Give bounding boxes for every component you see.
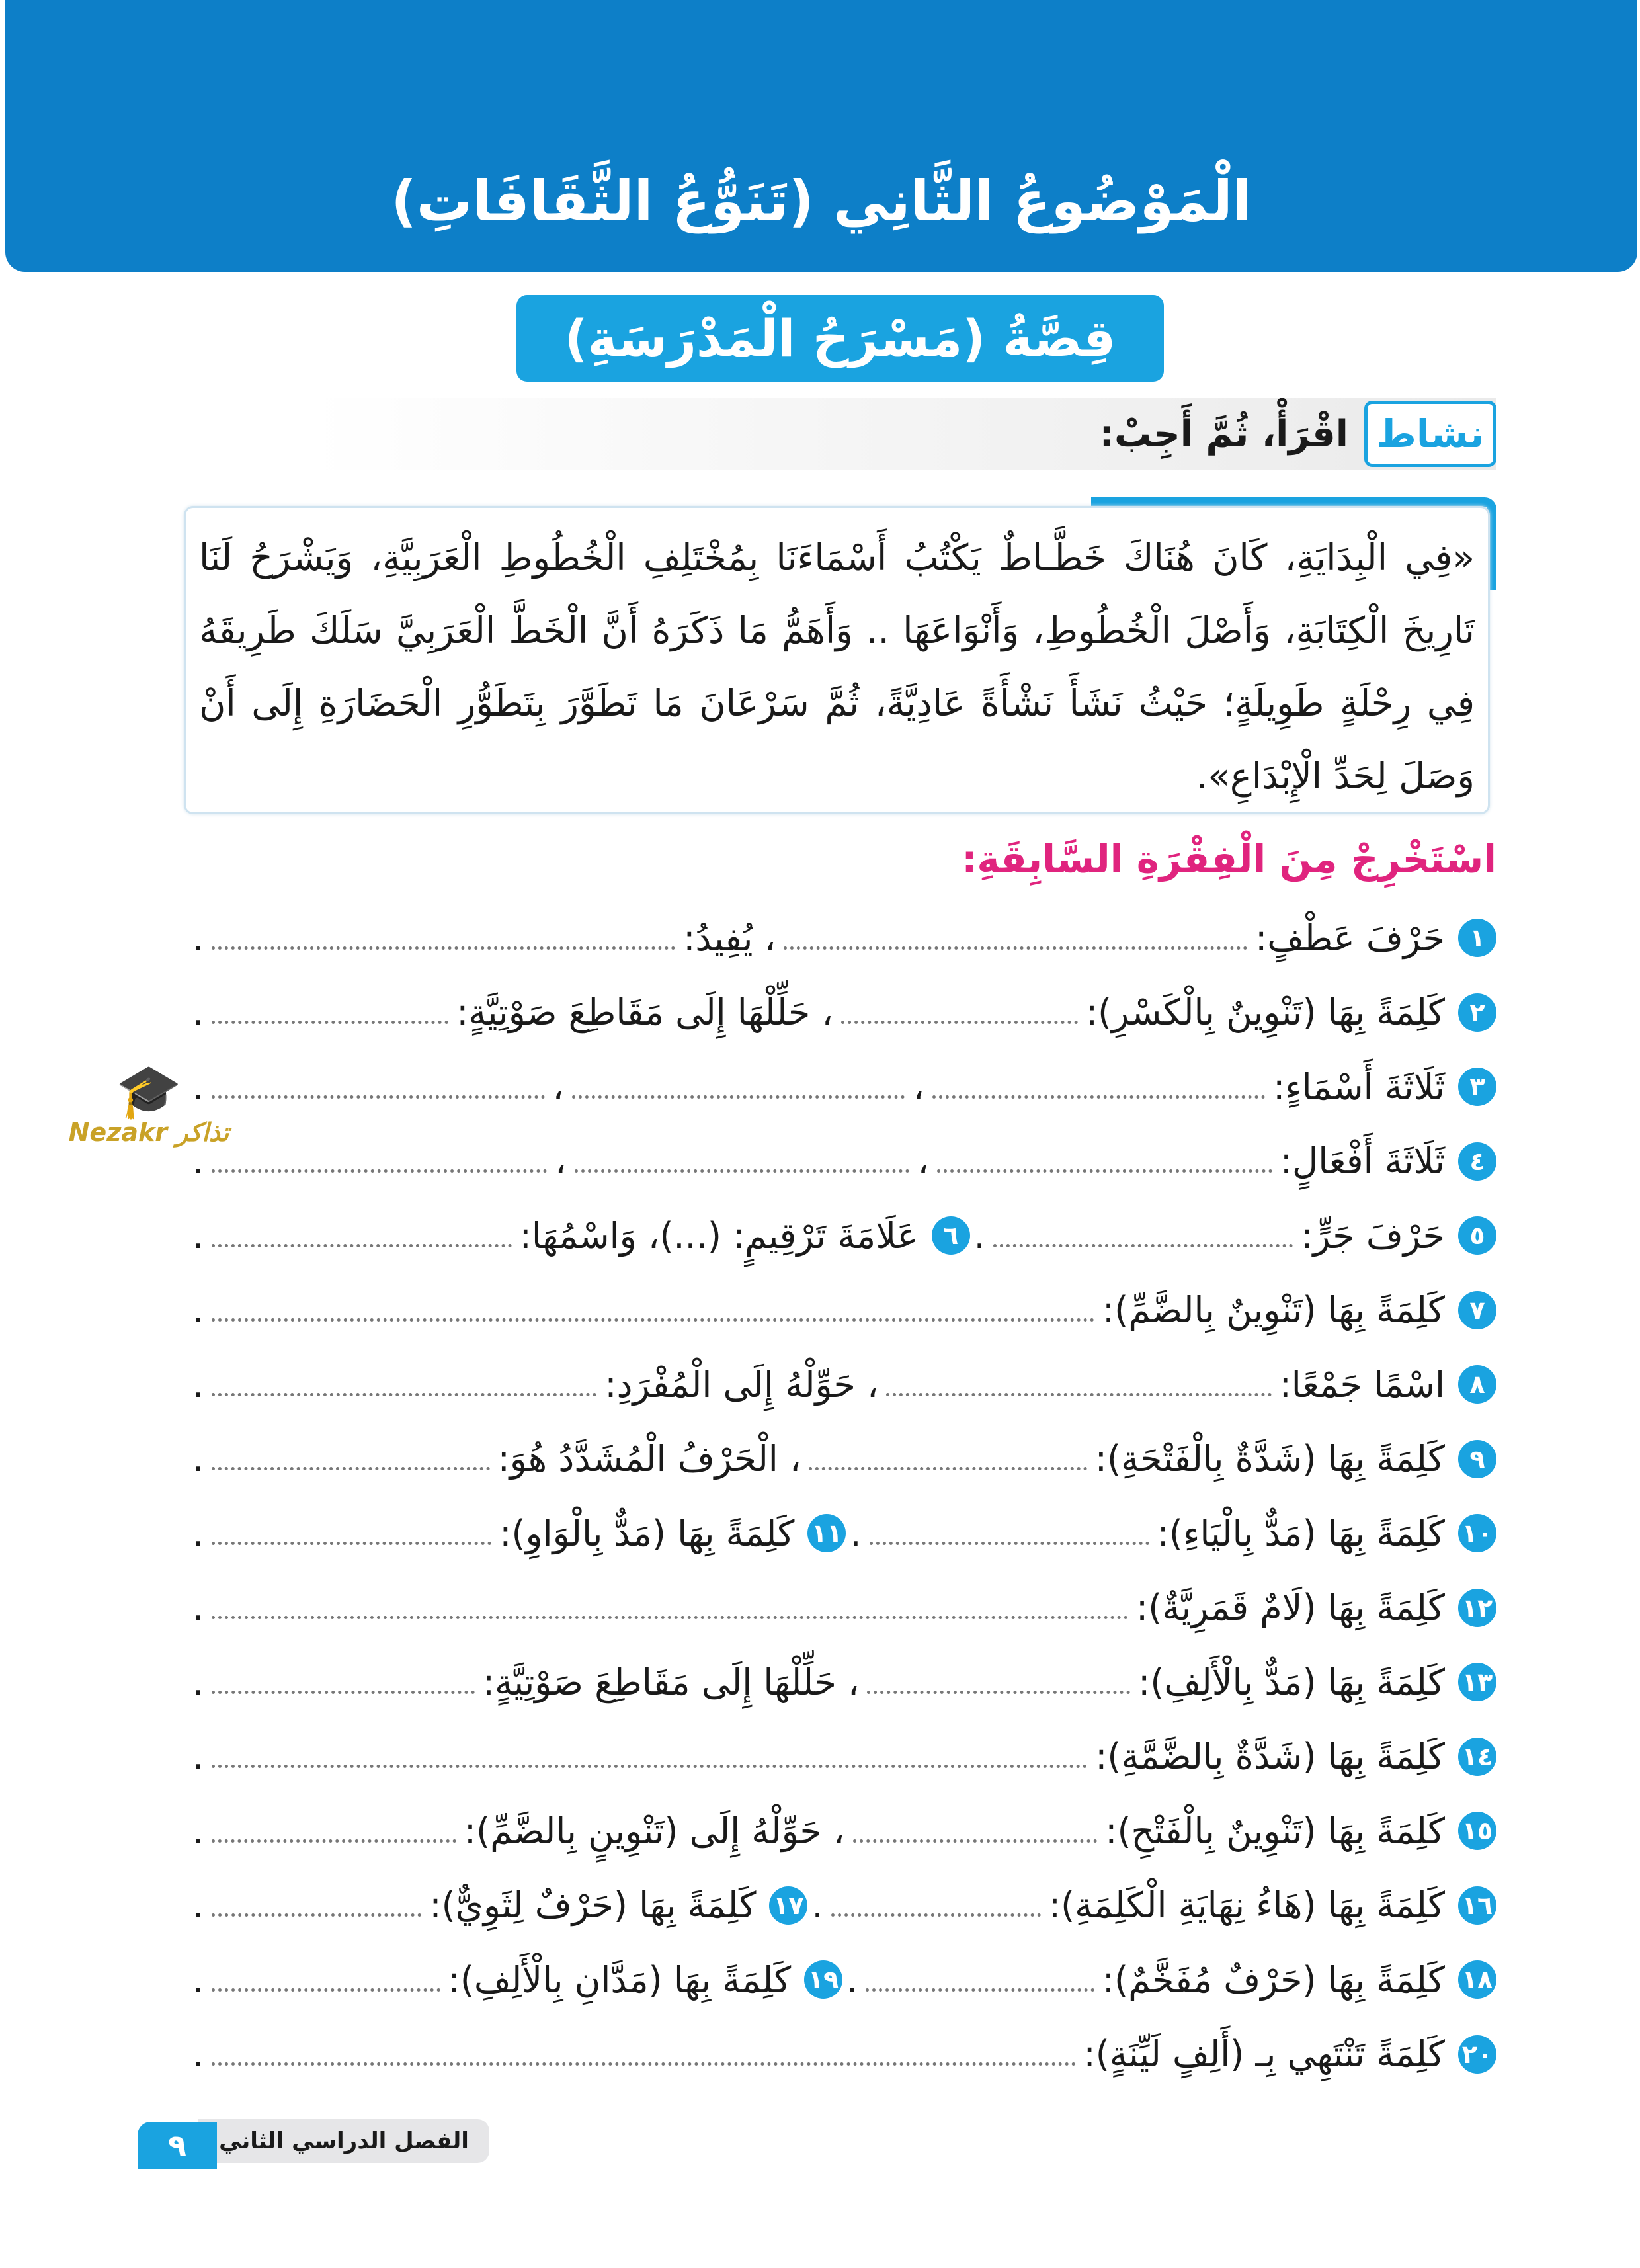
exercise-row [188,2017,1496,2092]
exercise-row [188,1124,1496,1199]
question-number-badge: ١٤ [1458,1738,1496,1776]
question-text: . [192,2033,204,2076]
answer-blank[interactable] [212,1318,1094,1322]
exercise-row [188,1347,1496,1422]
activity-badge: نشاط [1364,401,1496,467]
page-number: ٩ [167,2128,187,2163]
question-text: . [850,1512,862,1554]
question-number-badge: ١٩ [804,1960,842,1999]
question-text: ، حَلِّلْهَا إِلَى مَقَاطِعَ صَوْتِيَّةٍ: [456,991,833,1034]
exercise-row [188,1050,1496,1124]
story-title-pill [516,295,1164,382]
logo-text: Nezakr تذاكر [68,1118,229,1147]
question-number-badge: ٤ [1458,1142,1496,1181]
answer-blank[interactable] [886,1393,1271,1396]
answer-blank[interactable] [853,1839,1098,1843]
question-text: كَلِمَةً بِهَا (تَنْوِينٌ بِالضَّمِّ): [1102,1289,1445,1331]
exercise-row [188,1720,1496,1794]
question-text: . [192,991,204,1034]
answer-blank[interactable] [212,1691,475,1694]
question-text: ، حَوِّلْهُ إِلَى (تَنْوِينٍ بِالضَّمِّ): [464,1810,845,1852]
answer-blank[interactable] [937,1169,1272,1173]
exercise-row [188,1943,1496,2017]
question-text: اسْمًا جَمْعًا: [1279,1363,1445,1406]
question-text: كَلِمَةً بِهَا (شَدَّةٌ بِالضَّمَّةِ): [1095,1736,1445,1778]
reading-passage-text: «فِي الْبِدَايَةِ، كَانَ هُنَاكَ خَطَّـاطٌ يَكْتُبُ أَسْمَاءَنَا بِمُخْتَلِفِ الْخُطُوطِ الْعَرَبِيَّةِ، وَيَشْرَحُ لَنَا تَارِيخَ الْكِتَابَةِ، وَأَصْلَ الْخُطُوطِ، وَأَنْوَاعَهَا .. وَأَهَمُّ مَا ذَكَرَهُ أَنَّ الْخَطَّ الْعَرَبِيَّ سَلَكَ طَرِيقَهُ فِي رِحْلَةٍ طَوِيلَةٍ؛ حَيْثُ نَشَأَ نَشْأَةً عَادِيَّةً، ثُمَّ سَرْعَانَ مَا تَطَوَّرَ بِتَطَوُّرِ الْحَضَارَةِ إِلَى أَنْ وَصَلَ لِحَدِّ الْإِبْدَاعِ». [199,536,1475,797]
question-text: ، [552,1066,564,1108]
question-text: ، يُفِيدُ: [683,917,776,959]
page-title: الْمَوْضُوعُ الثَّانِي (تَنَوُّعُ الثَّقَافَاتِ) [391,169,1252,233]
question-text: . [192,1587,204,1629]
answer-blank[interactable] [841,1021,1078,1024]
exercise-row [188,1273,1496,1348]
question-text: كَلِمَةً بِهَا (شَدَّةٌ بِالْفَتْحَةِ): [1094,1438,1445,1480]
footer-semester-label [198,2119,489,2163]
question-number-badge: ١٥ [1458,1812,1496,1850]
activity-instruction: اقْرَأْ، ثُمَّ أَجِبْ: [1099,412,1348,456]
answer-blank[interactable] [212,1839,456,1843]
question-text: ، حَلِّلْهَا إِلَى مَقَاطِعَ صَوْتِيَّةٍ: [482,1661,860,1703]
question-text: كَلِمَةً تَنْتَهِي بِـ (أَلِفٍ لَيِّنَةٍ): [1083,2033,1445,2076]
question-text: عَلَامَةَ تَرْقِيمٍ: (...)، وَاسْمُهَا: [519,1214,919,1257]
answer-blank[interactable] [212,1393,596,1396]
question-number-badge: ٧ [1458,1291,1496,1329]
question-text: . [973,1214,985,1257]
answer-blank[interactable] [870,1542,1149,1545]
question-number-badge: ٦ [932,1216,970,1255]
question-text: . [192,1214,204,1257]
question-text: حَرْفَ جَرٍّ: [1301,1214,1445,1257]
question-text: كَلِمَةً بِهَا (حَرْفٌ لِثَوِيٌّ): [429,1884,757,1927]
question-text: ، [917,1140,929,1183]
question-text: . [811,1884,823,1927]
reading-passage-box [184,506,1490,814]
question-text: كَلِمَةً بِهَا (لَامٌ قَمَرِيَّةٌ): [1136,1587,1445,1629]
exercise-instruction: اسْتَخْرِجْ مِنَ الْفِقْرَةِ السَّابِقَةِ: [962,837,1496,882]
question-text: حَرْفَ عَطْفٍ: [1255,917,1445,959]
question-text: . [192,1736,204,1778]
answer-blank[interactable] [212,946,675,950]
question-text: كَلِمَةً بِهَا (مَدٌّ بِالْيَاءِ): [1157,1512,1445,1554]
question-text: كَلِمَةً بِهَا (تَنْوِينٌ بِالْكَسْرِ): [1085,991,1445,1034]
exercise-row [188,1571,1496,1646]
question-text: ، [555,1140,567,1183]
question-text: ، حَوِّلْهُ إِلَى الْمُفْرَدِ: [604,1363,879,1406]
answer-blank[interactable] [212,1095,544,1099]
question-number-badge: ١٣ [1458,1663,1496,1701]
question-text: . [192,1810,204,1852]
question-text: . [192,1289,204,1331]
question-number-badge: ١٦ [1458,1886,1496,1925]
question-text: . [192,1661,204,1703]
answer-blank[interactable] [932,1095,1265,1099]
question-text: . [192,1066,204,1108]
question-text: . [192,1512,204,1554]
question-text: كَلِمَةً بِهَا (مَدَّانِ بِالْأَلِفِ): [448,1958,792,2001]
answer-blank[interactable] [993,1244,1293,1247]
answer-blank[interactable] [572,1095,905,1099]
exercise-row [188,1794,1496,1869]
answer-blank[interactable] [809,1467,1086,1470]
question-text: . [192,917,204,959]
question-text: ، الْحَرْفُ الْمُشَدَّدُ هُوَ: [497,1438,801,1480]
question-text: . [192,1363,204,1406]
answer-blank[interactable] [212,1616,1128,1619]
question-number-badge: ٢٠ [1458,2035,1496,2074]
exercise-row [188,901,1496,976]
question-number-badge: ١١ [807,1514,846,1552]
exercise-row [188,1198,1496,1273]
question-text: ، [913,1066,924,1108]
question-text: . [192,1438,204,1480]
question-text: كَلِمَةً بِهَا (هَاءُ نِهَايَةِ الْكَلِمَةِ): [1048,1884,1445,1927]
exercise-row [188,1869,1496,1943]
story-title: قِصَّةُ (مَسْرَحُ الْمَدْرَسَةِ) [564,309,1116,368]
answer-blank[interactable] [212,2062,1075,2066]
question-number-badge: ١٢ [1458,1589,1496,1627]
answer-blank[interactable] [212,1765,1087,1768]
exercise-list [188,901,1496,2091]
exercise-row [188,1422,1496,1497]
answer-blank[interactable] [212,1021,448,1024]
question-number-badge: ١٠ [1458,1514,1496,1552]
question-text: ثَلَاثَةَ أَفْعَالٍ: [1280,1140,1445,1183]
question-number-badge: ٥ [1458,1216,1496,1255]
answer-blank[interactable] [867,1691,1130,1694]
question-text: . [192,1140,204,1183]
question-text: كَلِمَةً بِهَا (مَدٌّ بِالْوَاوِ): [499,1512,795,1554]
question-number-badge: ٨ [1458,1365,1496,1404]
answer-blank[interactable] [212,1542,491,1545]
question-number-badge: ١٨ [1458,1960,1496,1999]
question-number-badge: ٣ [1458,1068,1496,1106]
answer-blank[interactable] [831,1913,1041,1917]
page-header-banner [5,0,1637,272]
answer-blank[interactable] [575,1169,910,1173]
question-number-badge: ٢ [1458,993,1496,1032]
exercise-row [188,976,1496,1050]
activity-bar [311,398,1496,470]
answer-blank[interactable] [212,1244,511,1247]
question-text: . [192,1958,204,2001]
question-text: كَلِمَةً بِهَا (مَدٌّ بِالْأَلِفِ): [1138,1661,1445,1703]
question-text: ثَلَاثَةَ أَسْمَاءٍ: [1273,1066,1445,1108]
question-text: . [846,1958,858,2001]
answer-blank[interactable] [784,946,1247,950]
answer-blank[interactable] [212,1988,440,1992]
answer-blank[interactable] [212,1467,489,1470]
question-number-badge: ١٧ [769,1886,807,1925]
question-number-badge: ١ [1458,919,1496,957]
exercise-row [188,1645,1496,1720]
question-number-badge: ٩ [1458,1440,1496,1478]
question-text: . [192,1884,204,1927]
page-number-badge [138,2122,217,2169]
answer-blank[interactable] [212,1169,547,1173]
exercise-row [188,1496,1496,1571]
semester-text: الفصل الدراسي الثاني [219,2128,469,2154]
graduation-cap-icon: 🎓 [116,1060,182,1122]
answer-blank[interactable] [212,1913,421,1917]
question-text: كَلِمَةً بِهَا (حَرْفٌ مُفَخَّمٌ): [1102,1958,1445,2001]
answer-blank[interactable] [866,1988,1094,1992]
question-text: كَلِمَةً بِهَا (تَنْوِينٌ بِالْفَتْحِ): [1105,1810,1445,1852]
